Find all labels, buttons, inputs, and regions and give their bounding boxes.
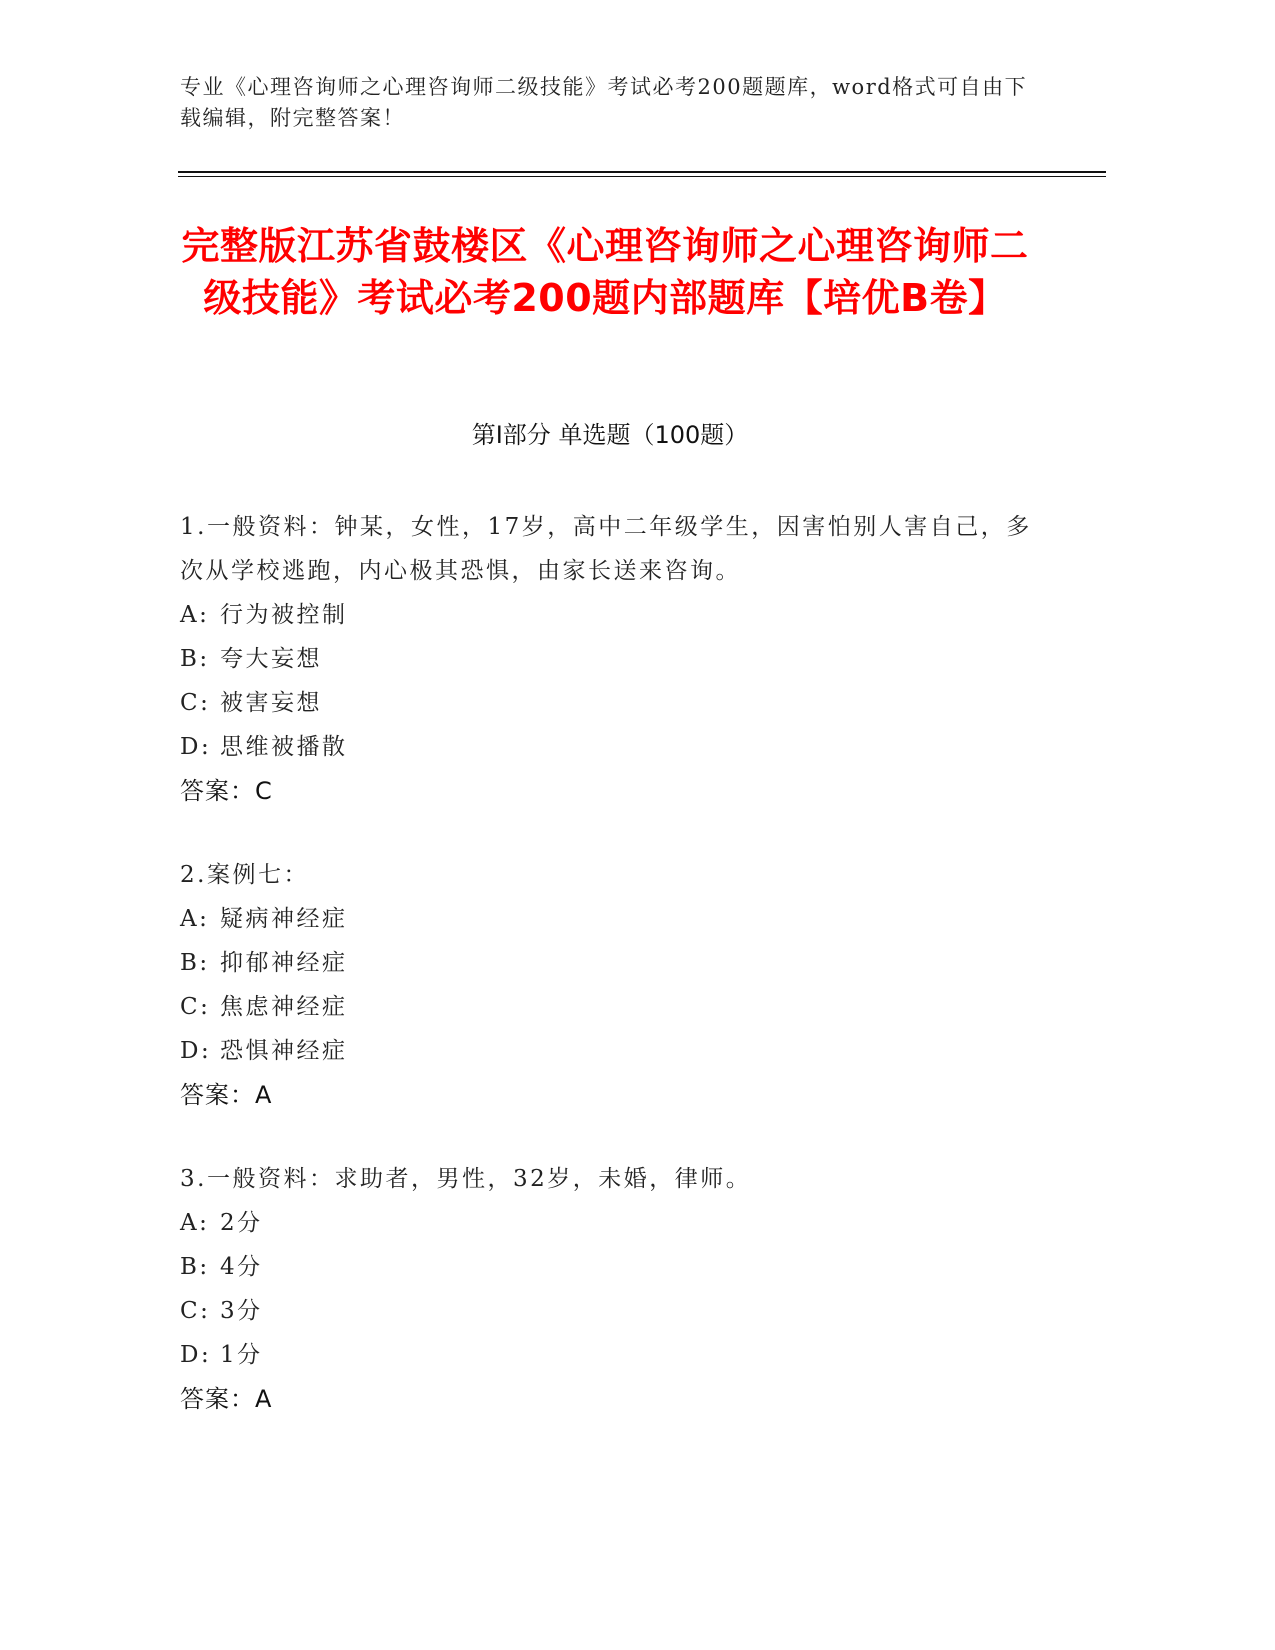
option-text: 恐惧神经症 [220,1038,348,1064]
option-text: 4分 [220,1254,263,1280]
option-text: 2分 [220,1210,263,1236]
option-text: 行为被控制 [220,602,348,628]
option-key: D: [180,1038,212,1064]
header-divider-thin [178,176,1106,177]
option-b [180,941,1040,985]
option-c [180,681,1040,725]
option-d [180,1029,1040,1073]
option-text: 夸大妄想 [220,646,322,672]
option-key: B: [180,1254,210,1280]
option-key: C: [180,994,211,1020]
option-a [180,593,1040,637]
option-d [180,1333,1040,1377]
question-item-2 [180,853,1040,1117]
answer-line: 答案：A [180,1385,273,1413]
option-key: A: [180,1210,210,1236]
answer-line: 答案：A [180,1081,273,1109]
option-d [180,725,1040,769]
option-key: A: [180,602,210,628]
option-text: 焦虑神经症 [220,994,348,1020]
option-text: 被害妄想 [220,690,322,716]
option-text: 思维被播散 [220,734,348,760]
option-b [180,637,1040,681]
option-text: 疑病神经症 [220,906,348,932]
option-text: 1分 [220,1342,263,1368]
question-list [180,505,1040,1461]
option-key: D: [180,1342,212,1368]
option-key: B: [180,646,210,672]
question-item-3 [180,1157,1040,1421]
option-c [180,985,1040,1029]
section-title: 第Ⅰ部分 单选题（100题） [471,421,749,449]
option-c [180,1289,1040,1333]
option-key: D: [180,734,212,760]
question-stem: 1.一般资料：钟某，女性，17岁，高中二年级学生，因害怕别人害自己，多次从学校逃跑，内心极其恐惧，由家长送来咨询。 [180,514,1032,584]
option-key: C: [180,690,211,716]
option-a [180,897,1040,941]
question-stem: 3.一般资料：求助者，男性，32岁，未婚，律师。 [180,1166,752,1192]
option-key: C: [180,1298,211,1324]
option-text: 3分 [220,1298,263,1324]
answer-line: 答案：C [180,777,273,805]
option-key: A: [180,906,210,932]
option-a [180,1201,1040,1245]
option-text: 抑郁神经症 [220,950,348,976]
question-item-1 [180,505,1040,813]
document-title: 完整版江苏省鼓楼区《心理咨询师之心理咨询师二级技能》考试必考200题内部题库【培优B卷】 [181,224,1029,320]
option-b [180,1245,1040,1289]
header-note: 专业《心理咨询师之心理咨询师二级技能》考试必考200题题库，word格式可自由下载编辑，附完整答案！ [180,75,1028,130]
header-divider-thick [178,171,1106,173]
question-stem: 2.案例七： [180,862,309,888]
option-key: B: [180,950,210,976]
